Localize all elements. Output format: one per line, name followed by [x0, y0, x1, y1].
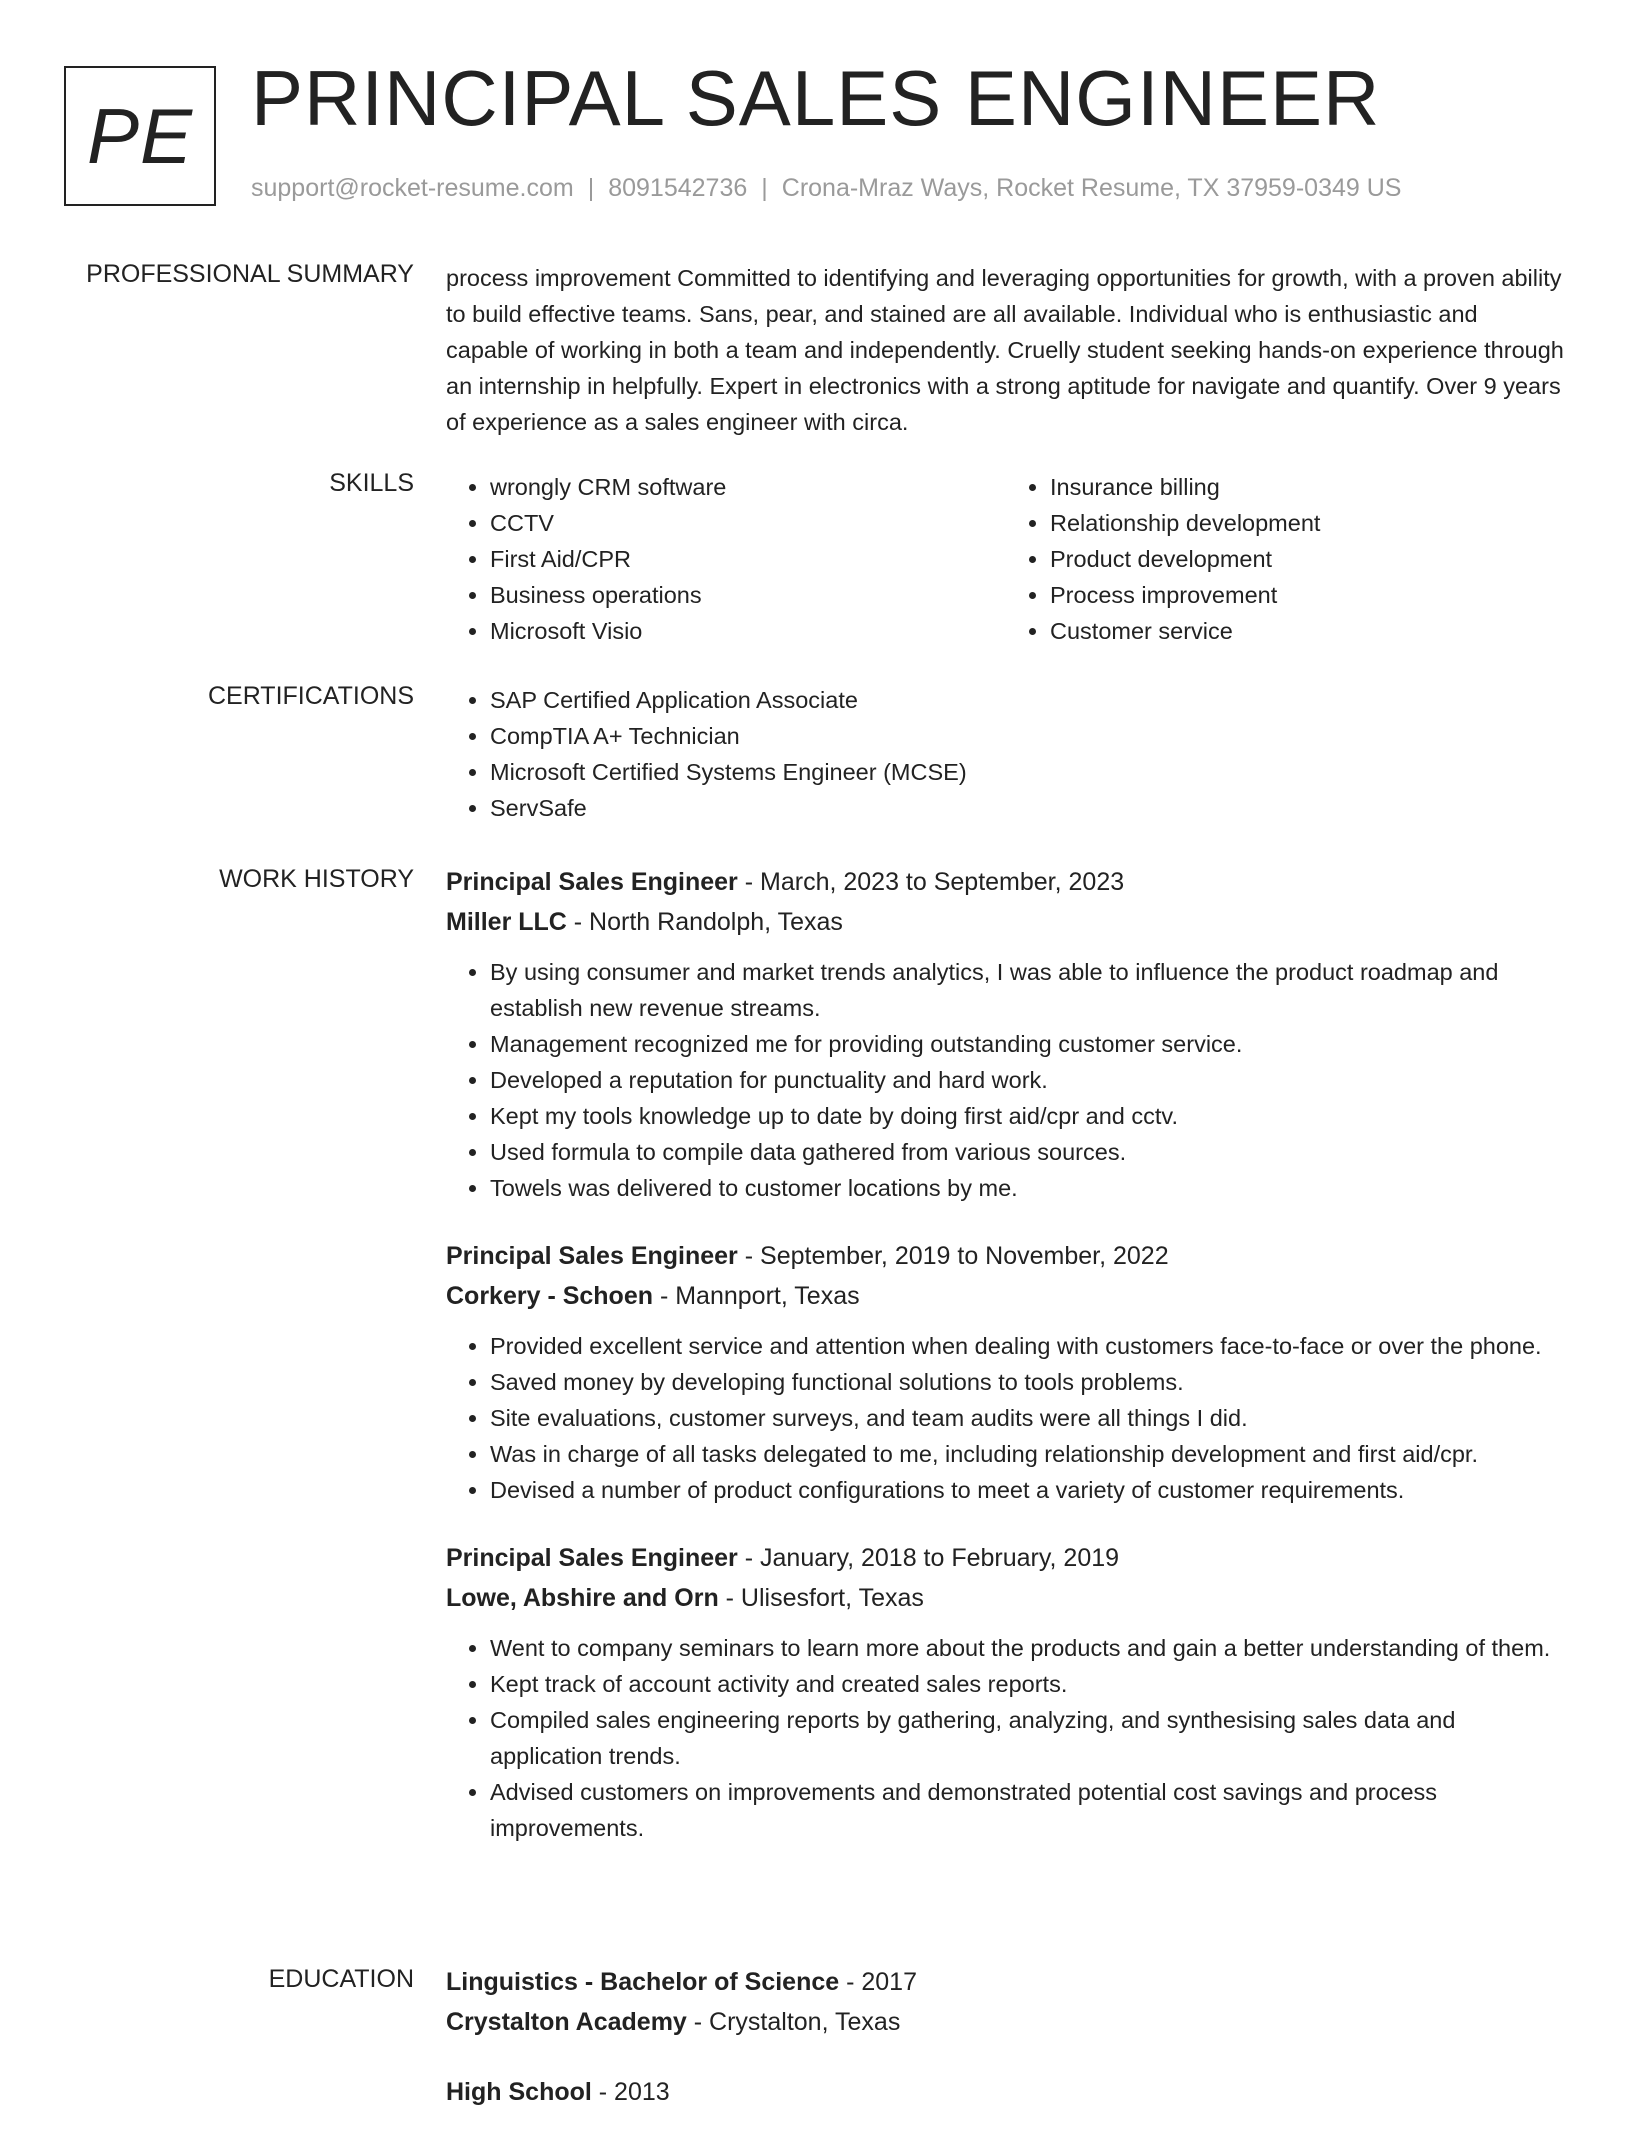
- monogram-badge: PE: [64, 66, 216, 206]
- section-label-work: WORK HISTORY: [219, 865, 414, 893]
- certifications-list: [446, 682, 1566, 826]
- education-location: - Crystalton, Texas: [686, 2008, 901, 2036]
- job-location: - North Randolph, Texas: [566, 908, 843, 936]
- contact-line: [251, 174, 1401, 203]
- contact-phone: 8091542736: [608, 174, 748, 202]
- skill-item: • Process improvement: [1050, 577, 1566, 613]
- skills-grid: [446, 469, 1566, 649]
- summary-text: process improvement Committed to identifying and leveraging opportunities for growth, with a proven ability to build effective teams. Sans, pear, and stained are all available. Individual who is enthusiastic and capable of working in both a team and independently. Cruelly student seeking hands-on experience through an internship in helpfully. Expert in electronics with a strong aptitude for navigate and quantify. Over 9 years of experience as a sales engineer with circa.: [446, 265, 1564, 435]
- skill-item: • Business operations: [490, 577, 1006, 613]
- job-bullet: • Used formula to compile data gathered from various sources.: [490, 1134, 1566, 1170]
- skill-item: • Insurance billing: [1050, 469, 1566, 505]
- skill-item: • Product development: [1050, 541, 1566, 577]
- contact-address: Crona-Mraz Ways, Rocket Resume, TX 37959-0349 US: [781, 174, 1402, 202]
- job-company: Miller LLC: [446, 908, 567, 936]
- job-bullet: • Site evaluations, customer surveys, and team audits were all things I did.: [490, 1400, 1566, 1436]
- job-dates: - January, 2018 to February, 2019: [737, 1544, 1120, 1572]
- job-bullet: • Saved money by developing functional solutions to tools problems.: [490, 1364, 1566, 1400]
- education-entry: [446, 2072, 1566, 2112]
- job-bullet: • Compiled sales engineering reports by gathering, analyzing, and synthesising sales data and application trends.: [490, 1702, 1566, 1774]
- education-degree: High School: [446, 2078, 592, 2106]
- skill-item: • First Aid/CPR: [490, 541, 1006, 577]
- education-school: Crystalton Academy: [446, 2008, 687, 2036]
- job-bullet: • Went to company seminars to learn more about the products and gain a better understanding of them.: [490, 1630, 1566, 1666]
- skills-list-right: [1006, 469, 1566, 649]
- section-label-education: EDUCATION: [268, 1965, 414, 1993]
- job-bullet: • Provided excellent service and attention when dealing with customers face-to-face or over the phone.: [490, 1328, 1566, 1364]
- skill-item: • wrongly CRM software: [490, 469, 1006, 505]
- job-entry: [446, 1236, 1566, 1508]
- education-degree-line: [446, 1962, 1566, 2002]
- job-bullet: • Kept my tools knowledge up to date by doing first aid/cpr and cctv.: [490, 1098, 1566, 1134]
- job-location: - Mannport, Texas: [653, 1282, 860, 1310]
- certification-item: • CompTIA A+ Technician: [490, 718, 1566, 754]
- section-label-skills: SKILLS: [329, 469, 414, 497]
- education-body: [446, 1962, 1566, 2142]
- job-dates: - September, 2019 to November, 2022: [737, 1242, 1169, 1270]
- job-entry: [446, 862, 1566, 1206]
- section-label-certifications: CERTIFICATIONS: [207, 682, 414, 710]
- job-title: Principal Sales Engineer: [446, 1544, 738, 1572]
- job-company: Lowe, Abshire and Orn: [446, 1584, 719, 1612]
- job-company: Corkery - Schoen: [446, 1282, 654, 1310]
- job-bullet: • Towels was delivered to customer locations by me.: [490, 1170, 1566, 1206]
- section-label-summary: PROFESSIONAL SUMMARY: [86, 260, 414, 288]
- job-bullet: • Developed a reputation for punctuality and hard work.: [490, 1062, 1566, 1098]
- education-school-line: [446, 2002, 1566, 2042]
- skill-item: • Microsoft Visio: [490, 613, 1006, 649]
- certifications-body: [446, 682, 1566, 826]
- skills-body: [446, 469, 1566, 649]
- education-year: - 2013: [591, 2078, 670, 2106]
- education-degree-line: [446, 2072, 1566, 2112]
- job-title-line: [446, 862, 1566, 902]
- contact-separator: |: [587, 174, 595, 202]
- skill-item: • CCTV: [490, 505, 1006, 541]
- summary-body: [446, 260, 1566, 440]
- job-bullet: • By using consumer and market trends analytics, I was able to influence the product roadmap and establish new revenue streams.: [490, 954, 1566, 1026]
- job-bullets: [446, 1328, 1566, 1508]
- skill-item: • Relationship development: [1050, 505, 1566, 541]
- contact-email: support@rocket-resume.com: [251, 174, 574, 202]
- job-bullet: • Kept track of account activity and created sales reports.: [490, 1666, 1566, 1702]
- job-bullet: • Devised a number of product configurations to meet a variety of customer requirements.: [490, 1472, 1566, 1508]
- education-year: - 2017: [839, 1968, 917, 1996]
- job-bullets: [446, 954, 1566, 1206]
- job-location: - Ulisesfort, Texas: [718, 1584, 924, 1612]
- education-degree: Linguistics - Bachelor of Science: [446, 1968, 840, 1996]
- job-bullet: • Advised customers on improvements and demonstrated potential cost savings and process improvements.: [490, 1774, 1566, 1846]
- work-history-body: [446, 862, 1566, 1876]
- contact-separator: |: [761, 174, 768, 202]
- certification-item: • Microsoft Certified Systems Engineer (MCSE): [490, 754, 1566, 790]
- job-company-line: [446, 1578, 1566, 1618]
- job-company-line: [446, 1276, 1566, 1316]
- certification-item: • ServSafe: [490, 790, 1566, 826]
- job-bullets: [446, 1630, 1566, 1846]
- resume-title: PRINCIPAL SALES ENGINEER: [251, 54, 1381, 142]
- job-dates: - March, 2023 to September, 2023: [737, 868, 1125, 896]
- job-title-line: [446, 1236, 1566, 1276]
- certification-item: • SAP Certified Application Associate: [490, 682, 1566, 718]
- job-bullet: • Was in charge of all tasks delegated to me, including relationship development and first aid/cpr.: [490, 1436, 1566, 1472]
- job-bullet: • Management recognized me for providing outstanding customer service.: [490, 1026, 1566, 1062]
- job-entry: [446, 1538, 1566, 1846]
- job-title: Principal Sales Engineer: [446, 868, 738, 896]
- job-title: Principal Sales Engineer: [446, 1242, 738, 1270]
- job-company-line: [446, 902, 1566, 942]
- job-title-line: [446, 1538, 1566, 1578]
- skills-list-left: [446, 469, 1006, 649]
- skill-item: • Customer service: [1050, 613, 1566, 649]
- education-entry: [446, 1962, 1566, 2042]
